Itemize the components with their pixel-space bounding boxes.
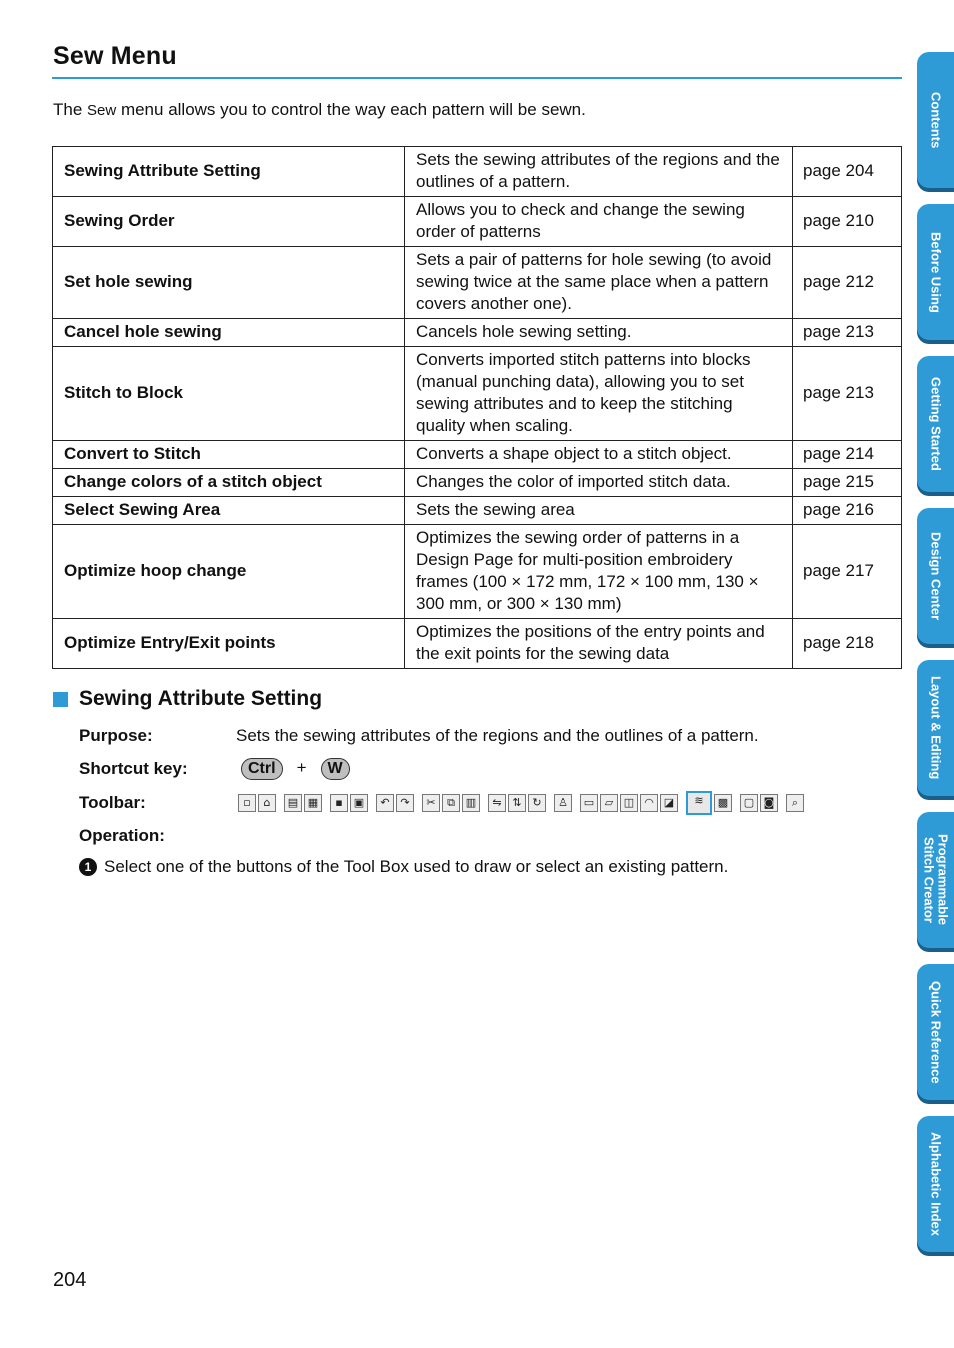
- text-transform-icon[interactable]: ◫: [620, 794, 638, 812]
- redo-icon[interactable]: ↷: [396, 794, 414, 812]
- sew-simulator-icon[interactable]: ♙: [554, 794, 572, 812]
- toolbar-image: [238, 791, 806, 815]
- operation-label: Operation:: [79, 826, 165, 845]
- save-as-icon[interactable]: ▣: [350, 794, 368, 812]
- page-ref-cell: page 218: [793, 619, 902, 669]
- page-ref-cell: page 210: [793, 197, 902, 247]
- table-row: [53, 347, 902, 441]
- page-ref-cell: page 217: [793, 525, 902, 619]
- copy-icon[interactable]: ⧉: [442, 794, 460, 812]
- table-row: [53, 469, 902, 497]
- shortcut-label: Shortcut key:: [79, 759, 188, 778]
- page-ref-cell: page 216: [793, 497, 902, 525]
- page-ref-cell: page 213: [793, 347, 902, 441]
- import-icon[interactable]: ▤: [284, 794, 302, 812]
- purpose-text: Sets the sewing attributes of the regions and the outlines of a pattern.: [236, 726, 759, 745]
- page-ref-cell: page 212: [793, 247, 902, 319]
- page-title: Sew Menu: [53, 42, 177, 70]
- mirror-icon[interactable]: ⇋: [488, 794, 506, 812]
- zoom-icon[interactable]: ⌕: [786, 794, 804, 812]
- table-row: [53, 197, 902, 247]
- undo-icon[interactable]: ↶: [376, 794, 394, 812]
- title-rule: [52, 77, 902, 79]
- command-cell: Sewing Attribute Setting: [53, 147, 405, 197]
- save-icon[interactable]: ▪: [330, 794, 348, 812]
- description-cell: Converts imported stitch patterns into blocks (manual punching data), allowing you to set sewing attributes and to keep the stitching quality when scaling.: [405, 347, 793, 441]
- intro-before: The: [53, 100, 88, 119]
- tab-alphabetic-index[interactable]: [917, 1116, 954, 1252]
- text-arc-icon[interactable]: ◠: [640, 794, 658, 812]
- intro-menu-name: Sew: [87, 102, 117, 119]
- tab-label: Contents: [928, 91, 944, 149]
- intro-text: [53, 100, 586, 120]
- description-cell: Allows you to check and change the sewing order of patterns: [405, 197, 793, 247]
- table-row: [53, 497, 902, 525]
- square-bullet-icon: [53, 692, 68, 707]
- command-cell: Set hole sewing: [53, 247, 405, 319]
- command-cell: Optimize hoop change: [53, 525, 405, 619]
- step-text: Select one of the buttons of the Tool Box used to draw or select an existing pattern.: [104, 857, 729, 876]
- tab-label: Alphabetic Index: [928, 1131, 944, 1237]
- page-ref-cell: page 213: [793, 319, 902, 347]
- tab-label: Layout & Editing: [928, 676, 944, 780]
- table-row: [53, 319, 902, 347]
- table-row: [53, 619, 902, 669]
- tab-getting-started[interactable]: [917, 356, 954, 492]
- rotate-icon[interactable]: ↻: [528, 794, 546, 812]
- tab-label: Design Center: [928, 531, 944, 621]
- sewing-attribute-icon[interactable]: ≋: [686, 791, 712, 815]
- cut-icon[interactable]: ✂: [422, 794, 440, 812]
- page-ref-cell: page 204: [793, 147, 902, 197]
- new-file-icon[interactable]: ▫: [238, 794, 256, 812]
- sew-menu-table: [52, 146, 902, 669]
- page-ref-cell: page 215: [793, 469, 902, 497]
- tab-label: Before Using: [928, 231, 944, 313]
- view-icon[interactable]: ◙: [760, 794, 778, 812]
- description-cell: Sets the sewing area: [405, 497, 793, 525]
- page-number: 204: [53, 1269, 87, 1291]
- display-icon[interactable]: ▢: [740, 794, 758, 812]
- command-cell: Select Sewing Area: [53, 497, 405, 525]
- tab-label: Getting Started: [928, 377, 944, 471]
- description-cell: Optimizes the positions of the entry points and the exit points for the sewing data: [405, 619, 793, 669]
- purpose-label: Purpose:: [79, 726, 153, 745]
- ctrl-key: Ctrl: [241, 758, 283, 780]
- step-1: [79, 857, 728, 877]
- tab-before-using[interactable]: [917, 204, 954, 340]
- shortcut-keys: [241, 758, 350, 780]
- w-key: W: [321, 758, 350, 780]
- text-icon[interactable]: ▭: [580, 794, 598, 812]
- sewing-order-icon[interactable]: ▩: [714, 794, 732, 812]
- description-cell: Sets the sewing attributes of the regions and the outlines of a pattern.: [405, 147, 793, 197]
- toolbar-label: Toolbar:: [79, 793, 146, 812]
- text-on-path-icon[interactable]: ▱: [600, 794, 618, 812]
- tab-contents[interactable]: [917, 52, 954, 188]
- section-heading: [53, 687, 322, 711]
- flip-icon[interactable]: ⇅: [508, 794, 526, 812]
- open-file-icon[interactable]: ⌂: [258, 794, 276, 812]
- step-number-icon: 1: [79, 858, 97, 876]
- table-row: [53, 441, 902, 469]
- plus-sign: +: [296, 758, 307, 777]
- paste-icon[interactable]: ▥: [462, 794, 480, 812]
- description-cell: Converts a shape object to a stitch object.: [405, 441, 793, 469]
- tab-layout-editing[interactable]: [917, 660, 954, 796]
- page-ref-cell: page 214: [793, 441, 902, 469]
- table-row: [53, 147, 902, 197]
- description-cell: Optimizes the sewing order of patterns in a Design Page for multi-position embroidery frames (100 × 172 mm, 172 × 100 mm, 130 × 300 mm, or 300 × 130 mm): [405, 525, 793, 619]
- command-cell: Optimize Entry/Exit points: [53, 619, 405, 669]
- section-heading-text: Sewing Attribute Setting: [79, 687, 323, 710]
- table-row: [53, 525, 902, 619]
- command-cell: Stitch to Block: [53, 347, 405, 441]
- tab-label: Quick Reference: [928, 980, 944, 1084]
- tab-programmable-stitch-creator[interactable]: [917, 812, 954, 948]
- command-cell: Convert to Stitch: [53, 441, 405, 469]
- tab-design-center[interactable]: [917, 508, 954, 644]
- description-cell: Sets a pair of patterns for hole sewing (to avoid sewing twice at the same place when a pattern covers another one).: [405, 247, 793, 319]
- table-row: [53, 247, 902, 319]
- command-cell: Cancel hole sewing: [53, 319, 405, 347]
- text-vertical-icon[interactable]: ◪: [660, 794, 678, 812]
- intro-after: menu allows you to control the way each pattern will be sewn.: [116, 100, 586, 119]
- import-from-icon[interactable]: ▦: [304, 794, 322, 812]
- command-cell: Change colors of a stitch object: [53, 469, 405, 497]
- command-cell: Sewing Order: [53, 197, 405, 247]
- tab-quick-reference[interactable]: [917, 964, 954, 1100]
- description-cell: Changes the color of imported stitch data.: [405, 469, 793, 497]
- description-cell: Cancels hole sewing setting.: [405, 319, 793, 347]
- tab-label: Programmable Stitch Creator: [921, 834, 951, 926]
